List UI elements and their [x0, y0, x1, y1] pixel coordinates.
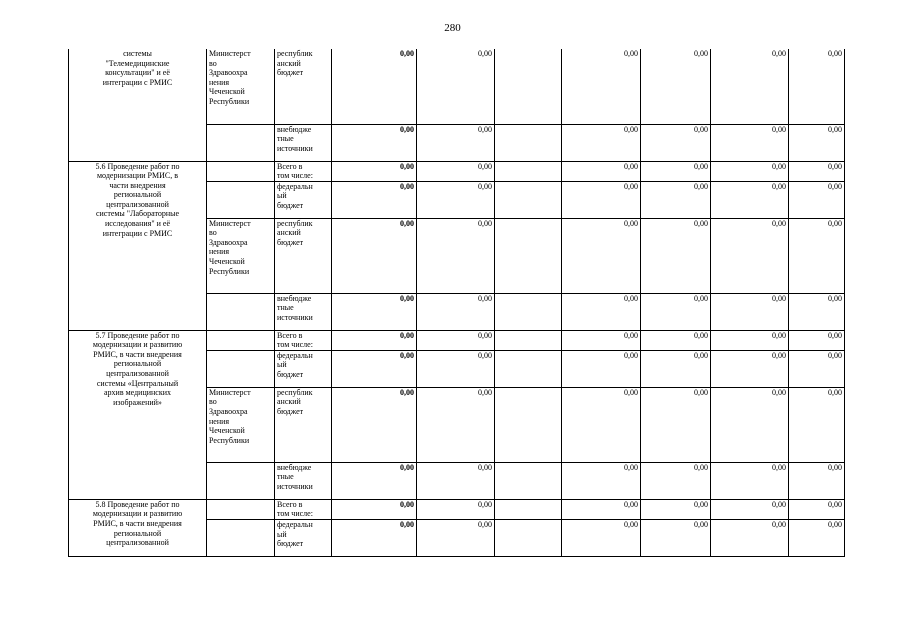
funding-source-cell: [275, 218, 332, 293]
cell-text-line: системы «Центральный: [96, 378, 179, 388]
cell-text-line: РМИС, в части внедрения: [93, 519, 182, 529]
table-row: [69, 161, 845, 181]
cell-text-line: исследования" и её: [104, 219, 170, 229]
cell-text-line: Всего в: [277, 330, 303, 340]
amount-cell: 0,00: [711, 124, 789, 161]
cell-text-line: централизованной: [106, 538, 169, 548]
amount-cell: [495, 520, 562, 557]
cell-text-line: Здравоохра: [209, 68, 248, 78]
cell-text-line: федеральн: [277, 520, 313, 530]
cell-text-line: внебюдже: [277, 462, 312, 472]
amount-cell: 0,00: [789, 350, 845, 387]
amount-cell: 0,00: [711, 387, 789, 462]
cell-text-line: 5.8 Проведение работ по: [95, 499, 180, 509]
cell-text-line: Республики: [209, 435, 250, 445]
cell-text-line: тные: [277, 303, 294, 313]
cell-text-line: Чеченской: [209, 257, 245, 267]
cell-text-line: источники: [277, 482, 313, 492]
activity-name-cell: [69, 49, 207, 161]
funding-source-cell: [275, 330, 332, 350]
amount-cell: 0,00: [711, 499, 789, 519]
amount-cell: 0,00: [711, 218, 789, 293]
amount-cell: 0,00: [711, 350, 789, 387]
cell-text-line: региональной: [113, 359, 162, 369]
amount-cell: 0,00: [562, 520, 641, 557]
amount-cell: 0,00: [641, 218, 711, 293]
amount-cell: 0,00: [789, 49, 845, 124]
activity-name-cell: [69, 499, 207, 556]
amount-cell: 0,00: [417, 124, 495, 161]
cell-text-line: интеграции с РМИС: [102, 228, 173, 238]
amount-cell: 0,00: [332, 161, 417, 181]
amount-cell: 0,00: [789, 387, 845, 462]
cell-text-line: том числе:: [277, 171, 313, 181]
cell-text-line: анский: [277, 58, 301, 68]
cell-text-line: ый: [277, 360, 287, 370]
amount-cell: 0,00: [711, 293, 789, 330]
amount-cell: 0,00: [562, 124, 641, 161]
cell-text-line: республик: [277, 218, 313, 228]
cell-text-line: Министерст: [209, 49, 251, 58]
cell-text-line: Здравоохра: [209, 237, 248, 247]
executor-cell: [207, 387, 275, 462]
executor-cell: [207, 330, 275, 350]
cell-text-line: модернизации и развитию: [92, 509, 183, 519]
amount-cell: 0,00: [332, 520, 417, 557]
amount-cell: 0,00: [417, 161, 495, 181]
cell-text-line: системы "Лабораторные: [95, 209, 180, 219]
amount-cell: 0,00: [332, 330, 417, 350]
amount-cell: 0,00: [562, 330, 641, 350]
executor-cell: [207, 218, 275, 293]
cell-text-line: федеральн: [277, 181, 313, 191]
amount-cell: [495, 161, 562, 181]
page-number: 280: [444, 22, 461, 34]
amount-cell: 0,00: [332, 293, 417, 330]
executor-cell: [207, 520, 275, 557]
amount-cell: 0,00: [711, 330, 789, 350]
funding-source-cell: [275, 520, 332, 557]
cell-text-line: Министерст: [209, 218, 251, 228]
executor-cell: [207, 499, 275, 519]
cell-text-line: республик: [277, 49, 313, 58]
amount-cell: [495, 218, 562, 293]
amount-cell: 0,00: [562, 350, 641, 387]
amount-cell: 0,00: [641, 161, 711, 181]
table-row: [69, 330, 845, 350]
cell-text-line: бюджет: [277, 200, 304, 210]
cell-text-line: модернизации и развитию: [92, 340, 183, 350]
amount-cell: 0,00: [417, 293, 495, 330]
executor-cell: [207, 462, 275, 499]
funding-source-cell: [275, 387, 332, 462]
cell-text-line: том числе:: [277, 340, 313, 350]
amount-cell: 0,00: [332, 350, 417, 387]
cell-text-line: во: [209, 228, 217, 238]
amount-cell: [495, 350, 562, 387]
cell-text-line: бюджет: [277, 407, 304, 417]
amount-cell: 0,00: [417, 520, 495, 557]
cell-text-line: региональной: [113, 190, 162, 200]
amount-cell: 0,00: [417, 350, 495, 387]
amount-cell: 0,00: [417, 499, 495, 519]
funding-source-cell: [275, 161, 332, 181]
amount-cell: 0,00: [417, 462, 495, 499]
cell-text-line: анский: [277, 228, 301, 238]
amount-cell: 0,00: [789, 218, 845, 293]
amount-cell: 0,00: [711, 520, 789, 557]
amount-cell: 0,00: [332, 124, 417, 161]
cell-text-line: тные: [277, 472, 294, 482]
cell-text-line: "Телемедицинские: [105, 58, 170, 68]
executor-cell: [207, 181, 275, 218]
amount-cell: 0,00: [562, 387, 641, 462]
amount-cell: 0,00: [562, 181, 641, 218]
funding-source-cell: [275, 49, 332, 124]
cell-text-line: Республики: [209, 96, 250, 106]
funding-source-cell: [275, 499, 332, 519]
amount-cell: [495, 293, 562, 330]
amount-cell: 0,00: [562, 49, 641, 124]
cell-text-line: бюджет: [277, 539, 304, 549]
amount-cell: 0,00: [641, 350, 711, 387]
amount-cell: 0,00: [641, 293, 711, 330]
amount-cell: 0,00: [789, 520, 845, 557]
cell-text-line: анский: [277, 397, 301, 407]
amount-cell: 0,00: [641, 387, 711, 462]
amount-cell: 0,00: [641, 124, 711, 161]
executor-cell: [207, 293, 275, 330]
cell-text-line: Всего в: [277, 161, 303, 171]
cell-text-line: региональной: [113, 528, 162, 538]
cell-text-line: модернизации РМИС, в: [96, 171, 179, 181]
cell-text-line: изображений»: [113, 397, 162, 407]
amount-cell: 0,00: [332, 462, 417, 499]
amount-cell: 0,00: [562, 462, 641, 499]
amount-cell: 0,00: [711, 161, 789, 181]
amount-cell: 0,00: [641, 462, 711, 499]
cell-text-line: консультации" и её: [105, 68, 170, 78]
amount-cell: 0,00: [332, 218, 417, 293]
cell-text-line: централизованной: [106, 369, 169, 379]
cell-text-line: источники: [277, 312, 313, 322]
cell-text-line: ый: [277, 191, 287, 201]
amount-cell: 0,00: [332, 181, 417, 218]
amount-cell: 0,00: [641, 330, 711, 350]
cell-text-line: Здравоохра: [209, 407, 248, 417]
funding-source-cell: [275, 181, 332, 218]
cell-text-line: федеральн: [277, 350, 313, 360]
amount-cell: 0,00: [641, 520, 711, 557]
funding-source-cell: [275, 462, 332, 499]
cell-text-line: части внедрения: [109, 180, 166, 190]
amount-cell: [495, 499, 562, 519]
cell-text-line: 5.7 Проведение работ по: [95, 330, 180, 340]
budget-table: [68, 49, 845, 557]
cell-text-line: во: [209, 397, 217, 407]
executor-cell: [207, 124, 275, 161]
amount-cell: 0,00: [417, 218, 495, 293]
cell-text-line: Республики: [209, 266, 250, 276]
cell-text-line: Министерст: [209, 387, 251, 397]
amount-cell: 0,00: [641, 49, 711, 124]
amount-cell: 0,00: [562, 293, 641, 330]
cell-text-line: бюджет: [277, 68, 304, 78]
cell-text-line: интеграции с РМИС: [102, 77, 173, 87]
cell-text-line: источники: [277, 143, 313, 153]
amount-cell: 0,00: [789, 293, 845, 330]
cell-text-line: нения: [209, 416, 230, 426]
cell-text-line: бюджет: [277, 370, 304, 380]
activity-name-cell: [69, 161, 207, 330]
cell-text-line: архив медицинских: [103, 388, 172, 398]
amount-cell: 0,00: [562, 499, 641, 519]
cell-text-line: нения: [209, 247, 230, 257]
cell-text-line: Чеченской: [209, 87, 245, 97]
amount-cell: 0,00: [417, 49, 495, 124]
amount-cell: 0,00: [417, 181, 495, 218]
cell-text-line: Всего в: [277, 499, 303, 509]
amount-cell: 0,00: [789, 330, 845, 350]
cell-text-line: ый: [277, 529, 287, 539]
cell-text-line: Чеченской: [209, 426, 245, 436]
executor-cell: [207, 161, 275, 181]
funding-source-cell: [275, 350, 332, 387]
executor-cell: [207, 49, 275, 124]
amount-cell: 0,00: [332, 499, 417, 519]
cell-text-line: системы: [123, 49, 152, 58]
cell-text-line: внебюдже: [277, 124, 312, 134]
amount-cell: 0,00: [417, 330, 495, 350]
amount-cell: 0,00: [641, 499, 711, 519]
cell-text-line: 5.6 Проведение работ по: [95, 161, 180, 171]
amount-cell: 0,00: [711, 49, 789, 124]
amount-cell: 0,00: [562, 218, 641, 293]
amount-cell: 0,00: [332, 387, 417, 462]
amount-cell: [495, 462, 562, 499]
cell-text-line: бюджет: [277, 237, 304, 247]
amount-cell: 0,00: [711, 462, 789, 499]
amount-cell: 0,00: [789, 124, 845, 161]
amount-cell: 0,00: [789, 499, 845, 519]
amount-cell: [495, 330, 562, 350]
cell-text-line: том числе:: [277, 509, 313, 519]
cell-text-line: во: [209, 58, 217, 68]
executor-cell: [207, 350, 275, 387]
cell-text-line: внебюдже: [277, 293, 312, 303]
amount-cell: 0,00: [789, 181, 845, 218]
cell-text-line: тные: [277, 134, 294, 144]
amount-cell: 0,00: [711, 181, 789, 218]
activity-name-cell: [69, 330, 207, 499]
amount-cell: 0,00: [332, 49, 417, 124]
cell-text-line: централизованной: [106, 199, 169, 209]
amount-cell: 0,00: [641, 181, 711, 218]
cell-text-line: республик: [277, 387, 313, 397]
funding-source-cell: [275, 124, 332, 161]
amount-cell: [495, 181, 562, 218]
amount-cell: 0,00: [789, 161, 845, 181]
cell-text-line: нения: [209, 77, 230, 87]
table-row: [69, 499, 845, 519]
table-row: [69, 49, 845, 124]
amount-cell: 0,00: [562, 161, 641, 181]
amount-cell: [495, 49, 562, 124]
funding-source-cell: [275, 293, 332, 330]
amount-cell: 0,00: [417, 387, 495, 462]
cell-text-line: РМИС, в части внедрения: [93, 349, 182, 359]
amount-cell: [495, 124, 562, 161]
amount-cell: 0,00: [789, 462, 845, 499]
amount-cell: [495, 387, 562, 462]
